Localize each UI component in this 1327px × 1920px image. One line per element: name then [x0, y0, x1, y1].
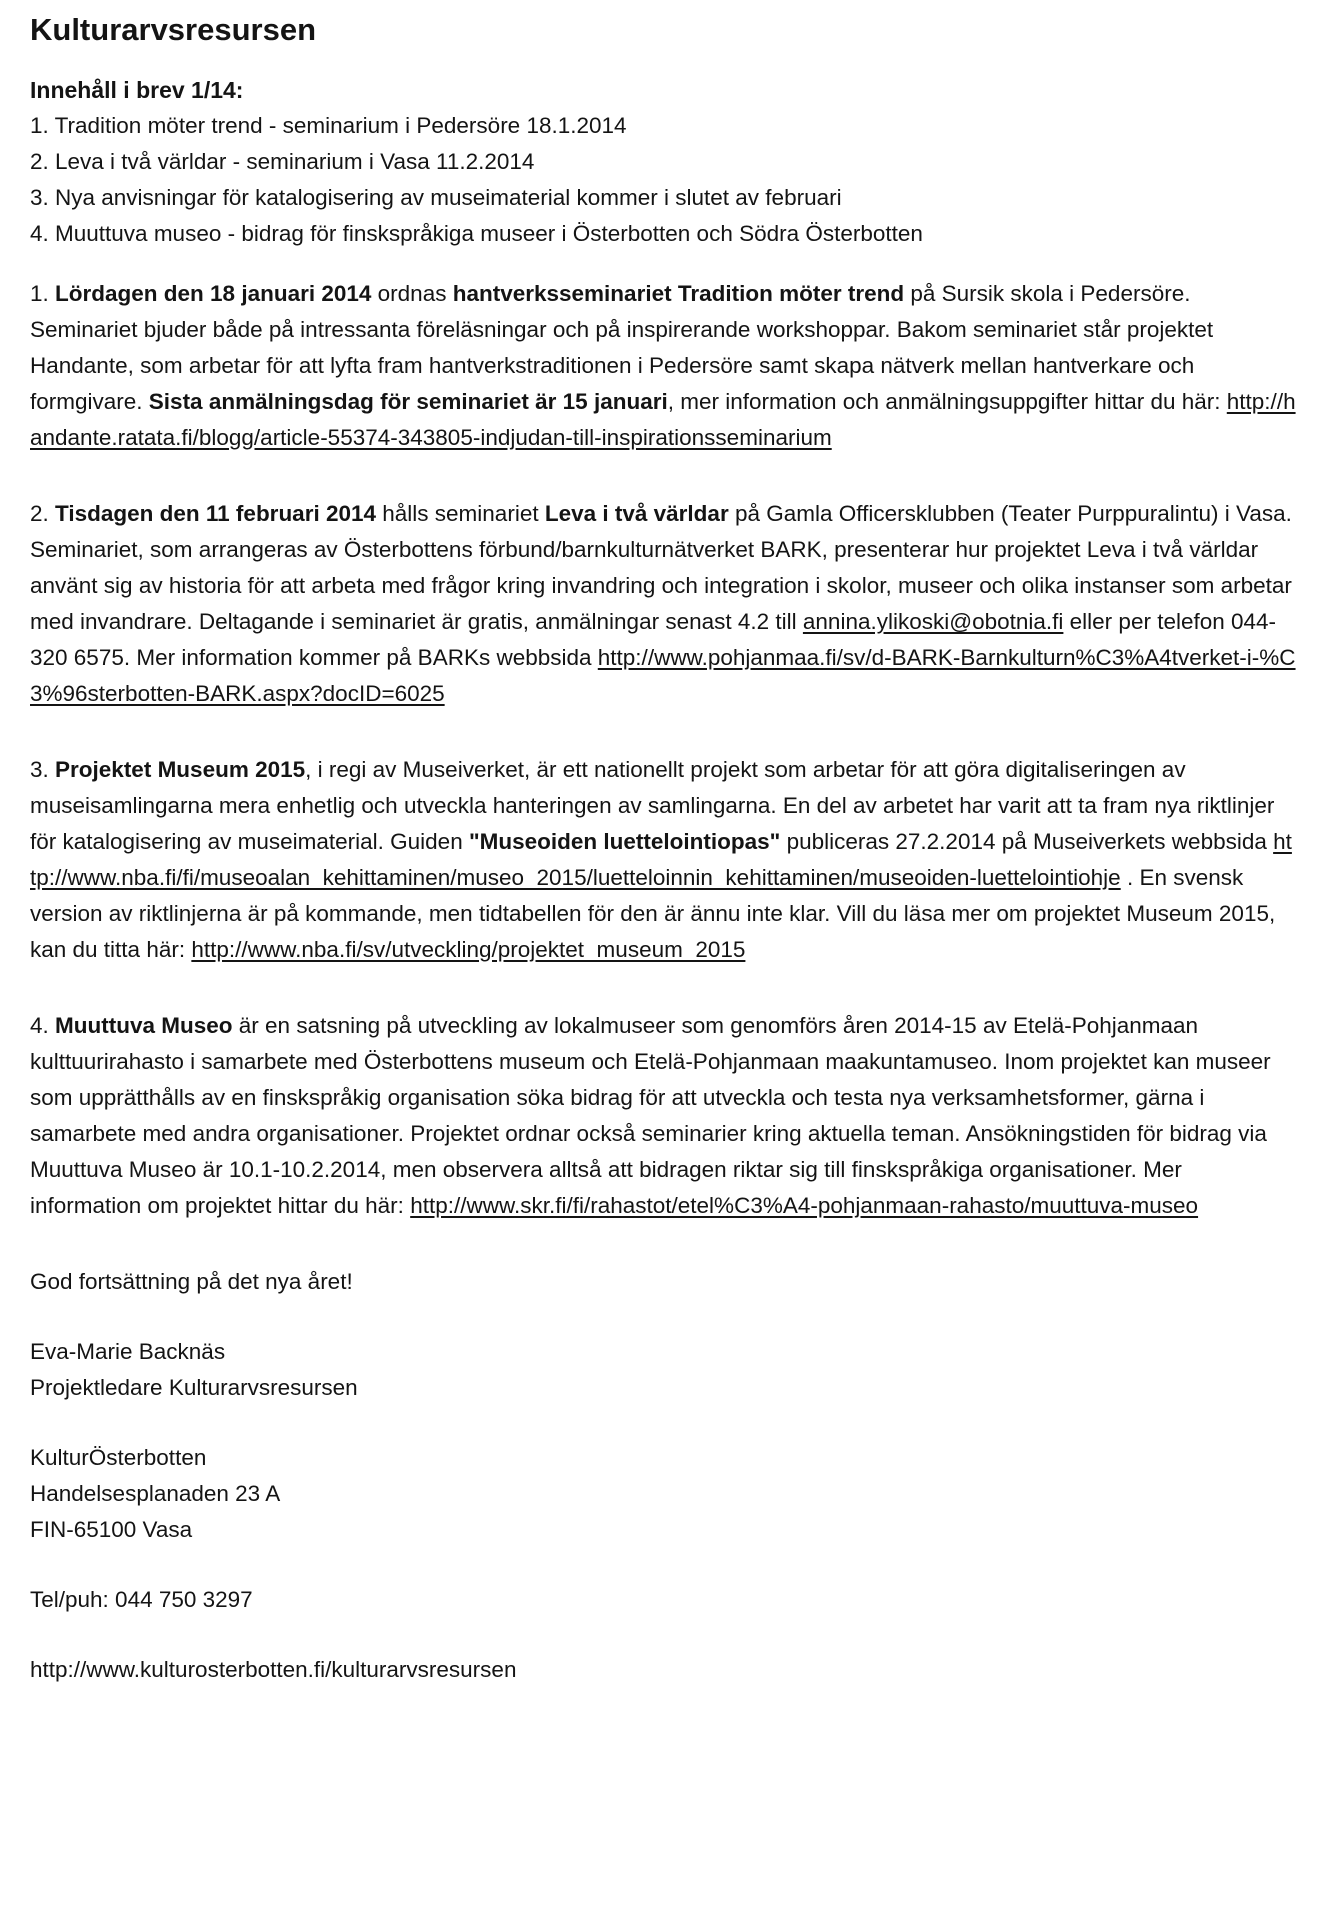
body-text: är en satsning på utveckling av lokalmuseer som genomförs åren 2014-15 av Etelä-Pohjanmaan kulttuurirahasto i samarbete med Österbottens museum och Etelä-Pohjanmaan maakuntamuseo. Inom projektet kan museer som upprätthålls av en finskspråkig organisation söka bidrag för att utveckla och testa nya verksamhetsformer, gärna i samarbete med andra organisationer. Projektet ordnar också seminarier kring aktuella teman. Ansökningstiden för bidrag via Muuttuva Museo är 10.1-10.2.2014, men observera alltså att bidragen riktar sig till finskspråkiga organisationer. Mer information om projektet hittar du här:	[30, 1013, 1271, 1218]
body-text: publiceras 27.2.2014 på Museiverkets webbsida	[780, 829, 1274, 854]
section-number: 4.	[30, 1013, 56, 1038]
bark-link[interactable]: http://www.pohjanmaa.fi/sv/d-BARK-Barnkulturn%C3%A4tverket-i-%C3%96sterbotten-BARK.aspx?docID=6025	[30, 645, 1296, 706]
skr-link[interactable]: http://www.skr.fi/fi/rahastot/etel%C3%A4-pohjanmaan-rahasto/muuttuva-museo	[410, 1193, 1199, 1218]
body-text: . En svensk version av riktlinjerna är på kommande, men tidtabellen för den är ännu inte klar. Vill du läsa mer om projektet Museum 2015, kan du titta här:	[30, 865, 1276, 962]
section-number: 3.	[30, 757, 56, 782]
section-number: 1.	[30, 281, 56, 306]
address	[30, 1440, 1297, 1548]
guide-name: "Museoiden luettelointiopas"	[468, 829, 781, 854]
address-org: KulturÖsterbotten	[30, 1445, 207, 1470]
phone: Tel/puh: 044 750 3297	[30, 1587, 253, 1612]
email-link[interactable]: annina.ylikoski@obotnia.fi	[802, 609, 1064, 634]
website[interactable]: http://www.kulturosterbotten.fi/kulturarvsresursen	[30, 1657, 517, 1682]
body-text: på Sursik skola i Pedersöre. Seminariet bjuder både på intressanta föreläsningar och på inspirerande workshoppar. Bakom seminariet står projektet Handante, som arbetar för att lyfta fram hantverkstraditionen i Pedersöre samt skapa nätverk mellan hantverkare och formgivare.	[30, 281, 1214, 414]
section-1-tradition	[30, 276, 1297, 456]
address-street: Handelsesplanaden 23 A	[30, 1481, 281, 1506]
toc-heading: Innehåll i brev 1/14:	[30, 77, 244, 103]
closing: God fortsättning på det nya året!	[30, 1269, 353, 1294]
project-name: Projektet Museum 2015	[55, 757, 306, 782]
address-city: FIN-65100 Vasa	[30, 1517, 193, 1542]
toc-item: 1. Tradition möter trend - seminarium i Pedersöre 18.1.2014	[30, 113, 627, 138]
signature-role: Projektledare Kulturarvsresursen	[30, 1375, 358, 1400]
body-text: eller per telefon 044-320 6575. Mer information kommer på BARKs webbsida	[30, 609, 1277, 670]
toc-item: 4. Muuttuva museo - bidrag för finskspråkiga museer i Österbotten och Södra Österbotten	[30, 221, 923, 246]
event-date: Lördagen den 18 januari 2014	[55, 281, 372, 306]
section-3-museum2015	[30, 752, 1297, 968]
project-name: Muuttuva Museo	[55, 1013, 233, 1038]
body-text: på Gamla Officersklubben (Teater Purppuralintu) i Vasa. Seminariet, som arrangeras av Österbottens förbund/barnkulturnätverket BARK, presenterar hur projektet Leva i två världar använt sig av historia för att arbeta med frågor kring invandring och integration i skolor, museer och olika instanser som arbetar med invandrare. Deltagande i seminariet är gratis, anmälningar senast 4.2 till	[30, 501, 1292, 634]
table-of-contents	[30, 72, 1297, 252]
body-text: hålls seminariet	[376, 501, 545, 526]
body-text: , mer information och anmälningsuppgifter hittar du här:	[667, 389, 1227, 414]
toc-item: 2. Leva i två världar - seminarium i Vasa 11.2.2014	[30, 149, 535, 174]
section-2-leva	[30, 496, 1297, 712]
toc-item: 3. Nya anvisningar för katalogisering av museimaterial kommer i slutet av februari	[30, 185, 842, 210]
nba-project-link[interactable]: http://www.nba.fi/sv/utveckling/projektet_museum_2015	[191, 937, 746, 962]
signature	[30, 1334, 1297, 1406]
section-4-muuttuva	[30, 1008, 1297, 1224]
toc-list	[30, 108, 1297, 252]
document-title: Kulturarvsresursen	[30, 12, 317, 47]
body-text: ordnas	[371, 281, 453, 306]
nba-guide-link[interactable]: http://www.nba.fi/fi/museoalan_kehittaminen/museo_2015/luetteloinnin_kehittaminen/museoiden-luettelointiohje	[30, 829, 1292, 890]
event-date: Tisdagen den 11 februari 2014	[55, 501, 377, 526]
handante-link[interactable]: http://handante.ratata.fi/blogg/article-55374-343805-indjudan-till-inspirationsseminarium	[30, 389, 1296, 450]
registration-deadline: Sista anmälningsdag för seminariet är 15 januari	[148, 389, 668, 414]
event-name: Leva i två världar	[544, 501, 729, 526]
signature-name: Eva-Marie Backnäs	[30, 1339, 226, 1364]
event-name: hantverksseminariet Tradition möter trend	[452, 281, 905, 306]
section-number: 2.	[30, 501, 56, 526]
body-text: , i regi av Museiverket, är ett nationellt projekt som arbetar för att göra digitaliseringen av museisamlingarna mera enhetlig och utveckla hanteringen av samlingarna. En del av arbetet har varit att ta fram nya riktlinjer för katalogisering av museimaterial. Guiden	[30, 757, 1275, 854]
